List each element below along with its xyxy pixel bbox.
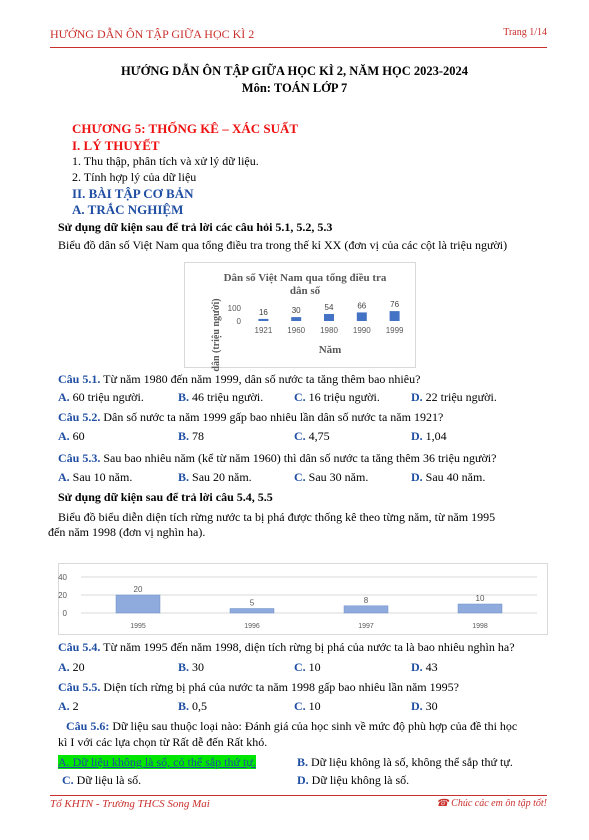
y-tick-label: 20	[58, 591, 67, 600]
chart1-title-line2: dân số	[289, 285, 321, 297]
bar	[344, 606, 388, 613]
population-chart-svg	[185, 263, 415, 372]
data-label: 66	[357, 301, 367, 311]
deforestation-chart-svg	[59, 564, 547, 634]
section-mcq: A. TRẮC NGHIỆM	[72, 202, 184, 217]
footer-school: Tổ KHTN - Trường THCS Song Mai	[50, 798, 210, 810]
q-text: Từ năm 1980 đến năm 1999, dân số nước ta tăng thêm bao nhiêu?	[100, 372, 421, 386]
x-tick-label: 1998	[472, 623, 488, 630]
data-label: 10	[475, 594, 485, 603]
header-title: HƯỚNG DẪN ÔN TẬP GIỮA HỌC KÌ 2	[50, 27, 255, 41]
option-d[interactable]: D. 22 triệu người.	[411, 390, 497, 404]
bar	[324, 314, 334, 321]
y-tick-label: 40	[58, 573, 67, 582]
x-tick-label: 1960	[287, 326, 306, 335]
page-footer	[50, 795, 547, 814]
x-tick-label: 1997	[358, 623, 374, 630]
option-a[interactable]: A. Sau 10 năm.	[58, 470, 133, 484]
data-label: 54	[324, 302, 334, 312]
y-tick-label: 100	[227, 304, 241, 313]
question-5-2: Câu 5.2. Dân số nước ta năm 1999 gấp bao nhiêu lần dân số nước ta năm 1921?	[58, 410, 444, 424]
option-c[interactable]: C. 16 triệu người.	[294, 390, 380, 404]
option-a[interactable]: A. 2	[58, 699, 79, 713]
x-tick-label: 1999	[385, 326, 404, 335]
option-d[interactable]: D. Sau 40 năm.	[411, 470, 486, 484]
page-header	[50, 27, 547, 48]
x-tick-label: 1995	[130, 623, 146, 630]
option-a-correct[interactable]: A. Dữ liệu không là số, có thể sắp thứ tự.	[58, 755, 256, 769]
theory-item: 1. Thu thập, phân tích và xử lý dữ liệu.	[72, 154, 259, 168]
x-tick-label: 1996	[244, 623, 260, 630]
bar	[357, 312, 367, 321]
chart2-description: Biểu đồ biểu diễn diện tích rừng nước ta bị phá được thống kê theo từng năm, từ năm 1995	[58, 510, 496, 524]
question-5-5: Câu 5.5. Diện tích rừng bị phá của nước ta năm 1998 gấp bao nhiêu lần năm 1995?	[58, 680, 459, 694]
data-label: 76	[390, 300, 400, 310]
section-theory: I. LÝ THUYẾT	[72, 138, 160, 153]
option-b[interactable]: B. 78	[178, 429, 205, 443]
chapter-heading: CHƯƠNG 5: THỐNG KÊ – XÁC SUẤT	[72, 121, 299, 136]
option-c[interactable]: C. 10	[294, 699, 321, 713]
x-tick-label: 1990	[352, 326, 371, 335]
option-d[interactable]: D. 30	[411, 699, 438, 713]
chart1-xlabel: Năm	[318, 344, 342, 356]
deforestation-chart	[58, 563, 548, 635]
data-label: 8	[363, 595, 369, 605]
option-c[interactable]: C. Sau 30 năm.	[294, 470, 369, 484]
option-b[interactable]: B. Dữ liệu không là số, không thể sắp thứ tự.	[297, 755, 513, 769]
footer-message: ☎ Chúc các em ôn tập tốt!	[436, 798, 547, 809]
bar	[230, 609, 274, 614]
option-d[interactable]: D. 43	[411, 660, 438, 674]
bar	[258, 319, 268, 321]
question-5-4: Câu 5.4. Từ năm 1995 đến năm 1998, diện tích rừng bị phá của nước ta là bao nhiêu nghìn ha?	[58, 640, 515, 654]
data-label: 30	[291, 306, 301, 316]
option-c[interactable]: C. 4,75	[294, 429, 330, 443]
instruction-2: Sử dụng dữ kiện sau để trả lời câu 5.4, 5.5	[58, 490, 273, 504]
y-tick-label: 0	[236, 317, 241, 326]
option-a[interactable]: A. 60 triệu người.	[58, 390, 144, 404]
question-5-6-cont: kì I với các lựa chọn từ Rất dễ đến Rất khó.	[58, 735, 268, 749]
data-label: 16	[258, 307, 268, 317]
question-5-3: Câu 5.3. Sau bao nhiêu năm (kể từ năm 1960) thì dân số nước ta tăng thêm 36 triệu người?	[58, 451, 497, 465]
doc-subtitle: Môn: TOÁN LỚP 7	[241, 81, 348, 95]
doc-title: HƯỚNG DẪN ÔN TẬP GIỮA HỌC KÌ 2, NĂM HỌC 2023-2024	[120, 64, 469, 78]
option-a[interactable]: A. 60	[58, 429, 85, 443]
option-b[interactable]: B. 46 triệu người.	[178, 390, 264, 404]
option-d[interactable]: D. 1,04	[411, 429, 447, 443]
data-label: 20	[133, 585, 143, 594]
chart1-description: Biểu đồ dân số Việt Nam qua tổng điều tra trong thế kỉ XX (đơn vị của các cột là triệu người)	[58, 238, 508, 252]
question-5-6: Câu 5.6: Dữ liệu sau thuộc loại nào: Đánh giá của học sinh về mức độ phù hợp của đề thi học	[66, 719, 518, 733]
option-b[interactable]: B. 0,5	[178, 699, 208, 713]
x-tick-label: 1980	[320, 326, 338, 335]
page-number: Trang 1/14	[503, 27, 547, 38]
question-5-1	[58, 372, 420, 387]
bar	[291, 317, 301, 321]
option-d[interactable]: D. Dữ liệu không là số.	[297, 773, 410, 787]
option-b[interactable]: B. 30	[178, 660, 205, 674]
chart2-description-cont: đến năm 1998 (đơn vị nghìn ha).	[48, 525, 206, 539]
bar	[458, 604, 502, 613]
chart1-ylabel: dân (triệu người)	[211, 298, 222, 372]
x-tick-label: 1921	[254, 326, 273, 335]
chart1-title-line1: Dân số Việt Nam qua tổng điều tra	[223, 272, 387, 284]
option-c[interactable]: C. 10	[294, 660, 321, 674]
option-a[interactable]: A. 20	[58, 660, 85, 674]
theory-item: 2. Tính hợp lý của dữ liệu	[72, 170, 197, 184]
population-chart	[184, 262, 416, 372]
y-tick-label: 0	[62, 609, 67, 618]
option-c[interactable]: C. Dữ liệu là số.	[62, 773, 142, 787]
section-exercises: II. BÀI TẬP CƠ BẢN	[72, 186, 194, 201]
data-label: 5	[249, 598, 255, 608]
instruction-1: Sử dụng dữ kiện sau để trả lời các câu hỏi 5.1, 5.2, 5.3	[58, 220, 333, 234]
q-label: Câu 5.1.	[58, 372, 101, 386]
option-b[interactable]: B. Sau 20 năm.	[178, 470, 252, 484]
bar	[390, 311, 400, 321]
bar	[116, 595, 160, 613]
